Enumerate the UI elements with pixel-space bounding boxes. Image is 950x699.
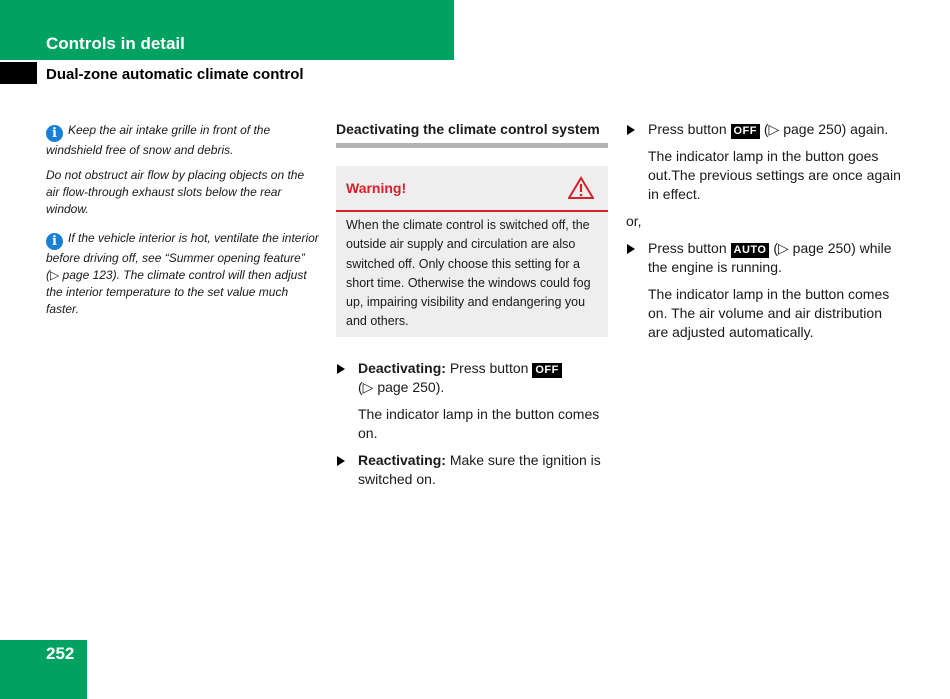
page-number: 252 — [46, 644, 75, 663]
info-note-1 — [46, 122, 320, 159]
info-note-1b: Do not obstruct air flow by placing objects on the air flow-through exhaust slots below the rear window. — [46, 168, 305, 216]
notes-column — [46, 122, 320, 326]
section-tab-marker — [0, 62, 37, 84]
step-text: Make sure the ignition is switched on. — [358, 451, 601, 487]
step-result: The indicator lamp in the button comes on. — [358, 405, 600, 441]
step-label: Deactivating: — [358, 359, 446, 376]
warning-box — [336, 166, 608, 337]
or-text: or, — [626, 213, 642, 229]
off-button-icon: OFF — [532, 363, 562, 378]
warning-title: Warning! — [346, 180, 407, 196]
step-arrow-icon — [337, 456, 345, 466]
step-auto — [626, 239, 906, 277]
step-result: The indicator lamp in the button comes on. The air volume and air distribution are adjusted automatically. — [648, 286, 890, 340]
auto-button-icon: AUTO — [731, 243, 770, 258]
step-text: Press button — [648, 240, 727, 256]
step-reactivating — [336, 451, 608, 489]
info-note-2 — [46, 230, 320, 318]
reactivating-column — [626, 120, 906, 342]
deactivating-column — [336, 120, 608, 489]
info-icon: i — [46, 233, 63, 250]
warning-body: When the climate control is switched off, the outside air supply and circulation are also switched off. Only choose this setting for a short time. Otherwise the windows could fog up, impairing visibility and endangering you and others. — [346, 218, 591, 329]
step-label: Reactivating: — [358, 451, 446, 468]
page-subtitle: Dual-zone automatic climate control — [46, 66, 304, 83]
section-title: Controls in detail — [46, 34, 185, 53]
step-off-again — [626, 120, 906, 139]
warning-header — [336, 166, 608, 212]
deactivating-heading: Deactivating the climate control system — [336, 120, 608, 148]
step-deactivating — [336, 359, 608, 397]
info-note-2-text: If the vehicle interior is hot, ventilate the interior before driving off, see “Summer opening feature” (▷ page 123). The climate control will then adjust the interior temperature to the set value much faster. — [46, 231, 319, 316]
step-page-ref: (▷ page 250) while the engine is running. — [648, 240, 892, 275]
off-button-icon: OFF — [731, 124, 761, 139]
info-icon: i — [46, 125, 63, 142]
step-arrow-icon — [627, 125, 635, 135]
step-text: Press button — [648, 121, 727, 137]
warning-triangle-icon — [568, 176, 594, 200]
step-arrow-icon — [337, 364, 345, 374]
step-text: Press button — [449, 359, 529, 376]
step-result: The indicator lamp in the button goes out.The previous settings are once again in effect. — [648, 148, 901, 202]
step-arrow-icon — [627, 244, 635, 254]
step-page-ref: (▷ page 250). — [358, 378, 445, 395]
step-page-ref: (▷ page 250) again. — [763, 121, 889, 137]
info-note-1-text: Keep the air intake grille in front of the windshield free of snow and debris. — [46, 123, 271, 157]
